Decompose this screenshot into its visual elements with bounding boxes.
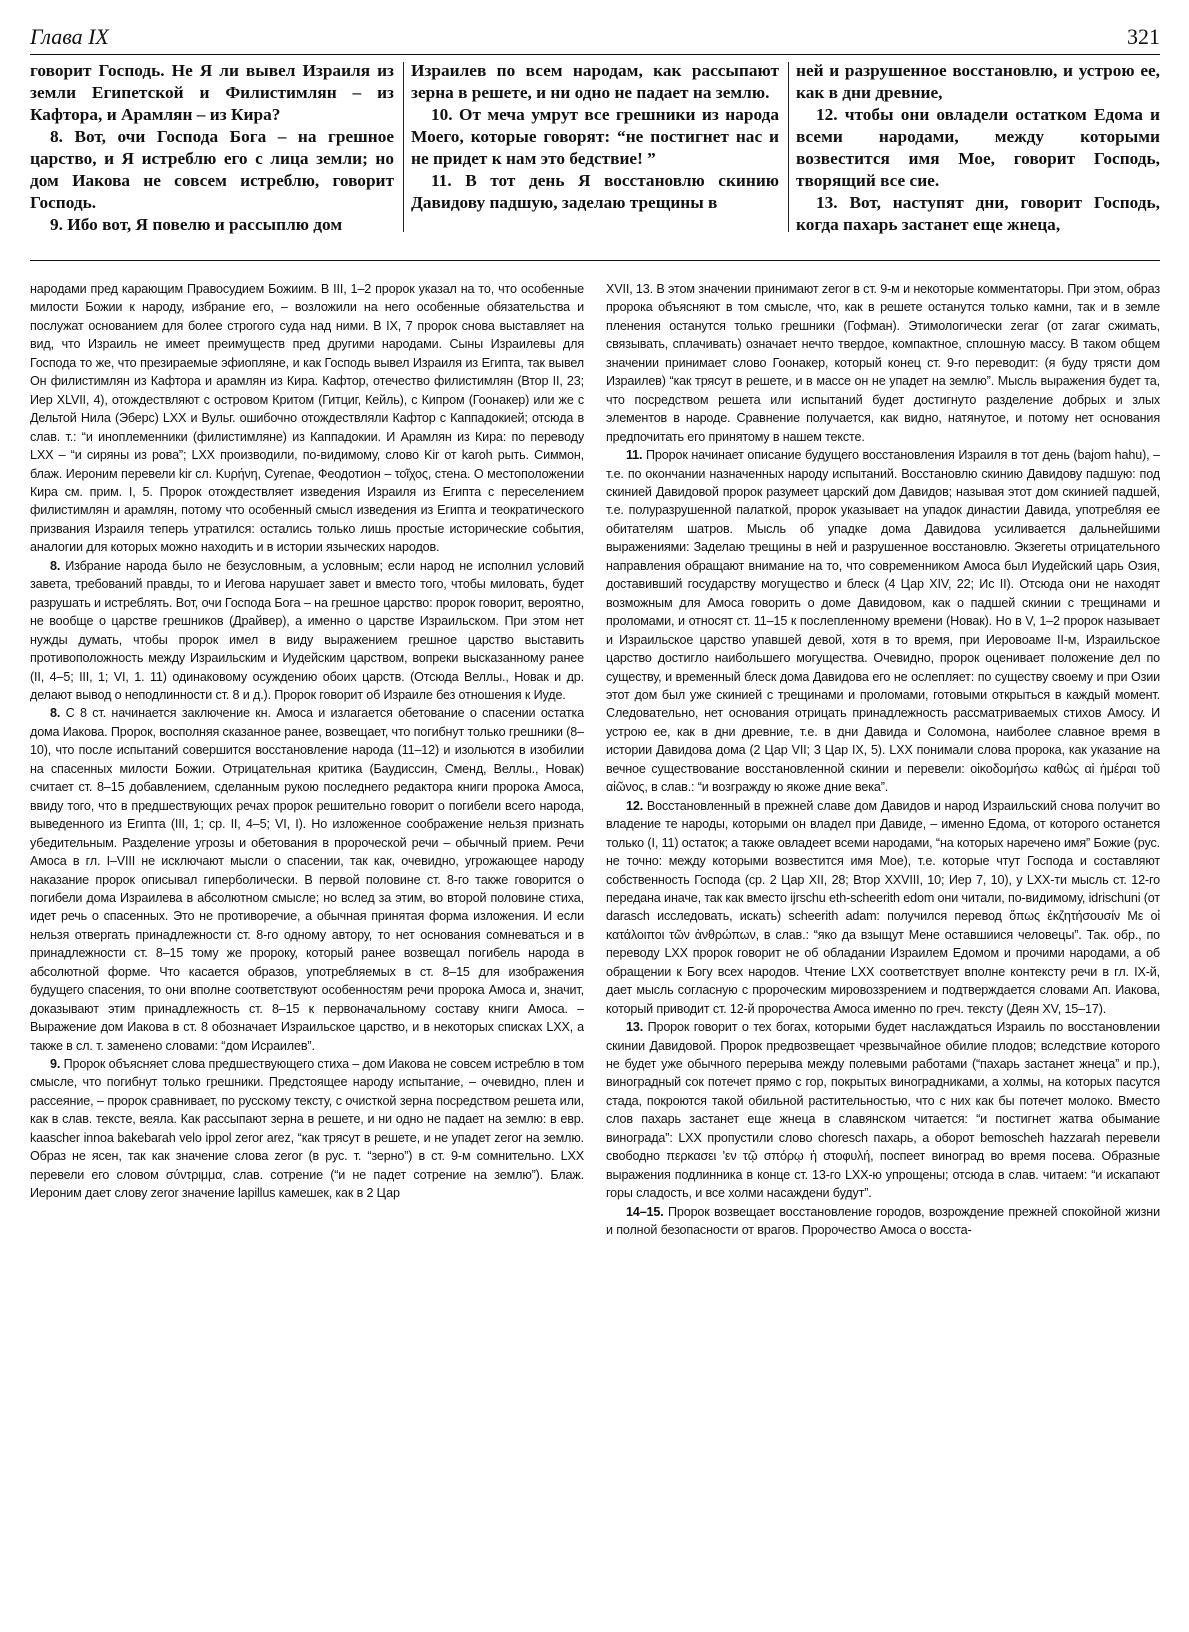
running-header [30, 20, 1160, 56]
commentary-text: народами пред карающим Правосудием Божиим. В III, 1–2 пророк указал на то, что особенные милости Божии к народу, избрание его, – возложили на него особенные обязательства и послужат основанием для более строгого суда над ними. В IX, 7 пророк снова выставляет на вид, что Израиль не имеет преимуществ пред другими народами. Сыны Израилевы для Господа то же, что презираемые эфиопляне, и как Господь вывел Израиля из Египта, так вывел Он филистимлян из Кафтора и арамлян из Кира. Кафтор, отечество филистимлян (Втор II, 23; Иер XLVII, 4), отождествляют с островом Критом (Гитциг, Кейль), с Кипром (Гоонакер) или же с Дельтой Нила (Эберс) LXX и Вульг. ошибочно отождествляли Кафтор с Каппадокией; отсюда в слав. т.: “и иноплеменники (филистимляне) из Каппадокии. И Арамлян из Кира: по переводу LXX – “и сиряны из рова”; LXX производили, по-видимому, слово Kir от karoh рыть. Симмон, блаж. Иероним перевели kir сл. Κυρήνη, Cyrenae, Феодотион – τοῖχος, стена. О местоположении Кира см. прим. I, 5. Пророк отождествляет изведения Израиля из Египта с переселением филистимлян и арамлян, потому что особенный смысл изведения из Египта и теократического призвания Израиля теперь утратился: остались только лишь простые исторические события, аналогии для которых можно находить и в истории языческих народов. [30, 282, 584, 555]
commentary-text: Пророк говорит о тех богах, которыми будет наслаждаться Израиль по восстановлении скинии Давидовой. Пророк предвозвещает чрезвычайное обилие плодов; вследствие которого не будет уже обычного перерыва между полевыми работами (“пахарь застанет жнеца” и пр.), виноградный сок потечет прямо с гор, покрытых виноградниками, а холмы, на которых пасутся стада, покроются такой обильной растительностью, что с них как бы потечет молоко. Вместо слов пахарь застанет еще жнеца в славянском читается: “и постигнет жатва обымание винограда”: LXX пропустили слово choresch пахарь, а оборот bemoscheh hazzarah перевели свободно περκασει 'εν τῷ σπόρῳ ἡ στοφυλή, поспеет виноград во время посева. Образные выражения подлинника в конце ст. 13-го LXX-ю упрощены; отсюда в слав. читаем: “и искапают горы сладость, и все холми насаждени будут”. [606, 1020, 1160, 1201]
commentary-text: XVII, 13. В этом значении принимают zeror в ст. 9-м и некоторые комментаторы. При этом, образ пророка объясняют в том смысле, что, как в решете останутся только камни, так и в земле пленения останутся только грешники (Гофман). Этимологически zerar (от zarar сжимать, связывать, сплачивать) означает нечто твердое, компактное, сплошную массу. В таком общем значении принимает слово Гоонакер, который конец ст. 9-го переводит: (я буду трясти дом Израилев) “как трясут в решете, и в массе он не упадет на землю”. Мысль выражения будет та, что посредством решета или испытаний будет достигнуто разделение добрых и злых элементов в народе. Сравнение получается, как видно, натянутое, и потому нет основания предпочитать его принятому в нашем тексте. [606, 282, 1160, 444]
commentary-text: Избрание народа было не безусловным, а условным; если народ не исполнил условий завета, требований правды, то и Иегова нарушает завет и вместо того, чтобы миловать, будет разрушать и истреблять. Вот, очи Господа Бога – на грешное царство: пророк говорит, вероятно, не вообще о царстве грешников (Драйвер), а именно о царстве Израильском. При этом нет нужды думать, чтобы пророк имел в виду выражением грешное царство выставить противоположность между Израильским и Иудейским царством, вопреки высказанному ранее (II, 4–5; III, 1; VI, 1. 11) одинаковому осуждению обоих царств. (Отсюда Веллы., Новак и др. делают вывод о неподлинности ст. 8 и д.). Пророк говорит об Израиле без отношения к Иуде. [30, 558, 584, 702]
commentary-paragraph [30, 280, 584, 557]
commentary-text: Пророк объясняет слова предшествующего стиха – дом Иакова не совсем истреблю в том смысле, что погибнут только грешники. Предстоящее народу испытание, – очевидно, плен и рассеяние, – пророк сравнивает, по русскому тексту, с очисткой зерна посредством решета или, как в слав. тексте, веяла. Как рассыпают зерна в решете, и ни одно не падает на землю: в евр. kaascher innoa bakebarah velo ippol zeror arez, “как трясут в решете, и не упадет zeror на землю. Образ не ясен, так как значение слова zeror (в рус. т. “зерно”) в ст. 9-м сомнительно. LXX перевели его словом σύντριμμα, слав. сотрение (“и не падет сотрение на землю”). Блаж. Иероним дает слову zeror значение lapillus камешек, как в 2 Цар [30, 1057, 584, 1201]
verse-number: 14–15. [626, 1204, 664, 1219]
scripture-verse-11: 11. В тот день Я восстановлю скинию Давидову падшую, заделаю трещины в [411, 171, 779, 212]
header-divider [30, 54, 1160, 55]
commentary-paragraph [30, 1055, 584, 1203]
scripture-divider [30, 260, 1160, 261]
verse-number: 9. [50, 1057, 61, 1072]
commentary-text: Пророк возвещает восстановление городов, возрождение прежней спокойной жизни и полной безопасности от врагов. Пророчество Амоса о восста- [606, 1204, 1160, 1238]
scripture-block [30, 60, 1160, 256]
verse-number: 8. [50, 706, 61, 721]
verse-number: 13. [626, 1020, 644, 1035]
verse-number: 8. [50, 558, 61, 573]
verse-number: 11. [626, 448, 643, 463]
commentary-column-1 [30, 280, 584, 1620]
commentary-text: Пророк начинает описание будущего восстановления Израиля в тот день (bajom hahu), – т.е. по окончании назначенных народу испытаний. Восстановлю скинию Давидову падшую: под скинией Давидовой пророк разумеет царский дом Давидов; называя этот дом скинией падшей, т.е. полуразрушенной палаткой, пророк указывает на упадок династии Давида, употребляя ее обитателям шатров. Мысль об упадке дома Давидова усиливается дальнейшими выражениями: Заделаю трещины в ней и разрушенное восстановлю. Экзегеты отрицательного направления обращают внимание на то, что современником Амоса был Иудейский царь Озия, доставивший государству могущество и блеск (4 Цар XIV, 22; Ис II). Отсюда они не находят возможным для Амоса говорить о доме Давидовом, как о падшей скинии с трещинами и проломами, и относят ст. 11–15 к послепленному времени (Новак). Но в V, 1–2 пророк называет и Израильское царство упавшей девой, хотя в то время, при Иеровоаме II-м, Израильское царство достигло наибольшего могущества. Очевидно, пророк оценивает положение дел по существу, и временный блеск дома Давидова его не ослепляет: по существу своему и при Озии этот дом был уже скинией с трещинами и проломами, готовыми открыться в каждый момент. Следовательно, нет основания отрицать принадлежность рассматриваемых стихов Амосу. И устрою ее, как в дни древние, т.е. в дни Давида и Соломона, наиболее славное время в истории Давидова дома (2 Цар VII; 3 Цар IX, 5). LXX понимали слова пророка, как указание на вечное существование восстановленной скинии и перевели: οἰκοδομήσω καθὼς αἱ ἡμέραι τοῦ αἰῶνος, в слав.: “и возгражду ю якоже дние века”. [606, 448, 1160, 795]
column-divider [403, 62, 404, 232]
commentary-paragraph [606, 797, 1160, 1018]
chapter-title: Глава IX [30, 24, 109, 49]
scripture-column-1 [30, 60, 394, 256]
commentary-text: Восстановленный в прежней славе дом Давидов и народ Израильский снова получит во владение те народы, которыми он владел при Давиде, – именно Едома, от которого останется только (I, 11) остаток; а также овладеет всеми народами, “на которых наречено имя” Божие (рус. не точно: между которыми возвестится имя Мое), т.е. которые чтут Господа и составляют собственность Господа (ср. 2 Цар XII, 28; Втор XXVIII, 10; Иер 7, 10), у LXX-ти мысль ст. 12-го передана иначе, так как вместо ijrschu eth-scheerith edom они читали, по-видимому, idrischuni (от darasch исследовать, искать) scheerith adam: получился перевод ὅπως ἐκζητήσουσίν Με οἱ κατάλοιποι τῶν ἀνθρώπων, в слав.: “яко да взыщут Мене оставшиися человецы”. Так. обр., по переводу LXX пророк говорит не об обладании Израилем Едомом и прочими народами, а об обращении к Богу всех народов. Чтение LXX соответствует вполне контексту речи в гл. IX-й, дает мысль согласную с пророческим мировоззрением и подтверждается словами Ап. Иакова, который приводит ст. 12-й пророчества Амоса именно по греч. тексту (Деян XV, 15–17). [606, 798, 1160, 1016]
scripture-paragraph: говорит Господь. Не Я ли вывел Израиля из земли Египетской и Филистимлян – из Кафтора, и Арамлян – из Кира? [30, 61, 394, 124]
commentary-paragraph [606, 446, 1160, 797]
scripture-verse-10: 10. От меча умрут все грешники из народа Моего, которые говорят: “не постигнет нас и не придет к нам это бедствие! ” [411, 105, 779, 168]
commentary-text: С 8 ст. начинается заключение кн. Амоса и излагается обетование о спасении остатка дома Иакова. Пророк, восполняя сказанное ранее, возвещает, что погибнут только грешники (8–10), что после испытаний совершится восстановление народа (11–12) и изольются в изобилии на спасенных милости Божии. Отрицательная критика (Баудиссин, Сменд, Веллы., Новак) считает ст. 8–15 добавлением, сделанным рукою последнего редактора книги пророка Амоса, ввиду того, что в предшествующих речах пророк решительно говорит о погибели всего народа, выведенного из Египта (III, 1; ср. II, 4–5; VI, I). Но изложенное соображение нельзя признать убедительным. Разделение угрозы и обетования в пророческой речи – обычный прием. Речи Амоса в гл. I–VIII не исключают мысли о спасении, так как, очевидно, угрожающее народу наказание пророк описывал гиперболически. В первой половине ст. 8-го также говорится о погибели дома Израилева в абсолютном смысле; но вслед за этим, во второй половине стиха, идет речь о спасенных. Это не противоречие, а обычная принятая форма изложения. И если нельзя отвергать принадлежности ст. 8-го одному автору, то нет основания сомневаться и в принадлежности ст. 8–15 тому же пророку, который ранее возвещал погибель народа в абсолютной форме. Что касается образов, употребляемых в ст. 8–15 для изображения будущего спасения, то они вполне соответствуют особенностям речи пророка Амоса и, значит, доказывают этим принадлежность ст. 8–15 к первоначальному составу книги Амоса. – Выражение дом Иакова в ст. 8 обозначает Израильское царство, и в некоторых списках LXX, а также в сл. т. заменено словами: “дом Исраилев”. [30, 706, 584, 1053]
commentary-paragraph [606, 1018, 1160, 1203]
scripture-verse-12: 12. чтобы они овладели остатком Едома и всеми народами, между которыми возвестится имя Мое, говорит Господь, творящий все сие. [796, 105, 1160, 190]
scripture-verse-9: 9. Ибо вот, Я повелю и рассыплю дом [50, 215, 343, 234]
column-divider [788, 62, 789, 232]
page-number: 321 [1127, 24, 1160, 49]
verse-number: 12. [626, 798, 644, 813]
commentary-paragraph [606, 280, 1160, 446]
scripture-column-2 [411, 60, 779, 256]
scripture-verse-8: 8. Вот, очи Господа Бога – на грешное царство, и Я истреблю его с лица земли; но дом Иакова не совсем истреблю, говорит Господь. [30, 127, 394, 212]
commentary-paragraph [30, 557, 584, 705]
scripture-paragraph: ней и разрушенное восстановлю, и устрою ее, как в дни древние, [796, 61, 1160, 102]
scripture-verse-13: 13. Вот, наступят дни, говорит Господь, когда пахарь застанет еще жнеца, [796, 193, 1160, 234]
commentary-column-2 [606, 280, 1160, 1620]
scripture-paragraph: Израилев по всем народам, как рассыпают зерна в решете, и ни одно не падает на землю. [411, 61, 779, 102]
commentary-paragraph [606, 1203, 1160, 1240]
scripture-column-3 [796, 60, 1160, 256]
commentary-paragraph [30, 704, 584, 1055]
